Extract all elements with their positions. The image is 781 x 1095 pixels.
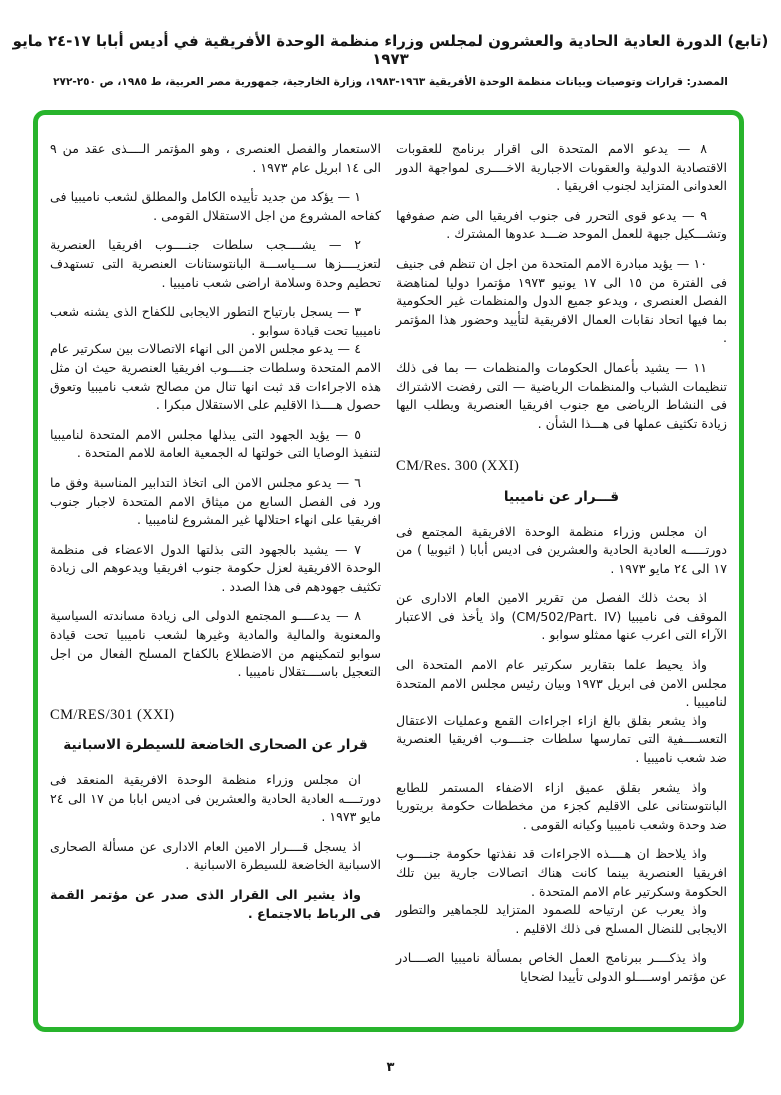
paragraph: الاستعمار والفصل العنصرى ، وهو المؤتمر الــــذى عقد من ٩ الى ١٤ ابريل عام ١٩٧٣ .	[50, 141, 381, 175]
session-title: (تابع) الدورة العادية الحادية والعشرون لمجلس وزراء منظمة الوحدة الأفريقية في أديس أبابا ١٧-٢٤ مايو ١٩٧٣	[12, 32, 769, 68]
paragraph: واذ يشعر بقلق عميق ازاء الاضفاء المستمر للطابع البانتوستانى على الاقليم كجزء من مخططات حكومة بريتوريا ضد وحدة وشعب ناميبيا وكيانه القومى .	[396, 779, 727, 832]
paragraph: واذ يشعر بقلق بالغ ازاء اجراءات القمع وعمليات الاعتقال التعســــفية التى تمارسها سلطات جنــــوب افريقيا العنصرية ضد شعب ناميبيا .	[396, 712, 727, 766]
page-header	[0, 32, 781, 88]
paragraph: ٧ — يشيد بالجهود التى بذلتها الدول الاعضاء فى منظمة الوحدة الافريقية لعزل حكومة جنوب افريقيا ويدعوهم الى زيادة تكثيف جهودهم فى هذا الصدد .	[50, 541, 381, 594]
column-left	[50, 140, 381, 1015]
paragraph: واذ يعرب عن ارتياحه للصمود المتزايد للجماهير والتطور الايجابى للنضال المسلح فى ذلك الاقليم .	[396, 902, 727, 936]
paragraph: ٥ — يؤيد الجهود التى يبذلها مجلس الامم المتحدة لناميبيا لتنفيذ الوصايا التى خولتها له الجمعية العامة للامم المتحدة .	[50, 426, 381, 461]
paragraph: ان مجلس وزراء منظمة الوحدة الافريقية المنعقد فى دورتــــه العادية الحادية والعشرين فى اديس ابابا من ١٧ الى ٢٤ مايو ١٩٧٣ .	[50, 772, 381, 825]
paragraph: واذ يحيط علما بتقارير سكرتير عام الامم المتحدة الى مجلس الامن فى ابريل ١٩٧٣ وبيان رئيس مجلس الامم المتحدة لناميبيا .	[396, 657, 727, 710]
paragraph: ١٠ — يؤيد مبادرة الامم المتحدة من اجل ان تنظم فى جنيف فى الفترة من ١٥ الى ١٧ يونيو ١٩٧٣ مؤتمرا دوليا لمناهضة الفصل العنصرى ، ويدعو جميع الدول والمنظمات غير الحكومية بما فيها اتحاد نقابات العمال الافريقية لتأييد وحضور هذا المؤتمر .	[396, 255, 727, 346]
paragraph: ٨ — يدعو الامم المتحدة الى اقرار برنامج للعقوبات الاقتصادية الدولية والعقوبات الاجبارية الاخــــرى لمواجهة الدور العدوانى المتزايد لجنوب افريقيا .	[396, 141, 727, 194]
paragraph: ٢ — يشــــجب سلطات جنــــوب افريقيا العنصرية لتعزيــــزها ســـياســـة البانتوستانات العنصرية التى تستهدف تحطيم وحدة وسلامة اراضى شعب ناميبيا .	[50, 237, 381, 290]
resolution-ref: CM/Res. 300 (XXI)	[396, 458, 520, 475]
column-right	[396, 140, 727, 1015]
paragraph: ان مجلس وزراء منظمة الوحدة الافريقية المجتمع فى دورتـــــه العادية الحادية والعشرين فى اديس أبابا ( اثيوبيا ) من ١٧ الى ٢٤ مايو ١٩٧٣ .	[396, 523, 727, 576]
paragraph: ٣ — يسجل بارتياح التطور الايجابى للكفاح الذى يشنه شعب ناميبيا تحت قيادة سوابو .	[50, 304, 381, 338]
paragraph: ١ — يؤكد من جديد تأييده الكامل والمطلق لشعب ناميبيا فى كفاحه المشروع من اجل الاستقلال القومى .	[50, 189, 381, 223]
paragraph: اذ بحث ذلك الفصل من تقرير الامين العام الادارى عن الموقف فى ناميبيا (CM/502/Part. IV) واذ يأخذ فى الاعتبار الآراء التى اعرب عنها ممثلو سوابو .	[396, 590, 727, 643]
content-frame	[33, 110, 744, 1032]
paragraph: اذ يسجل قــــرار الامين العام الادارى عن مسألة الصحارى الاسبانية الخاضعة للسيطرة الاسبانية .	[50, 838, 381, 873]
paragraph: ١١ — يشيد بأعمال الحكومات والمنظمات — بما فى ذلك تنظيمات الشباب والمنظمات الرياضية — التى رفضت الاشتراك فى النشاط الرياضى مع جنوب افريقيا العنصرية ويطلب اليها زيادة تكثيف عملها فى هـــذا الشأن .	[396, 359, 727, 431]
page-number: ٣	[386, 1060, 395, 1075]
paragraph: ٦ — يدعو مجلس الامن الى اتخاذ التدابير المناسبة وفق ما ورد فى الفصل السابع من ميثاق الامم المتحدة لاجبار جنوب افريقيا على انهاء احتلالها غير المشروع لناميبيا .	[50, 474, 381, 528]
resolution-heading: قـــرار عن ناميبيا	[503, 488, 620, 505]
source-line: المصدر: قرارات وتوصيات وبيانات منظمة الوحدة الأفريقية ١٩٦٣-١٩٨٣، وزارة الخارجية، جمهورية مصر العربية، ط ١٩٨٥، ص ٢٥٠-٢٧٢	[53, 76, 728, 88]
paragraph: ٨ — يدعــــو المجتمع الدولى الى زيادة مساندته السياسية والمعنوية والمالية والمادية وغيرها لشعب ناميبيا تحت قيادة سوابو لتمكينهم من الاضطلاع بالكفاح المسلح الفعال من اجل التعجيل باســــتقلال ناميبيا .	[50, 608, 381, 680]
paragraph: واذ يذكــــر ببرنامج العمل الخاص بمسألة ناميبيا الصــــادر عن مؤتمر اوســــلو الدولى تأييدا لضحايا	[396, 950, 727, 984]
paragraph: واذ يشير الى القرار الذى صدر عن مؤتمر القمة فى الرباط بالاجتماع .	[50, 887, 381, 921]
two-column-layout	[50, 140, 727, 1015]
paragraph: واذ يلاحظ ان هــــذه الاجراءات قد نفذتها حكومة جنــــوب افريقيا العنصرية بينما كانت هناك اتصالات جارية بين تلك الحكومة وسكرتير عام الامم المتحدة .	[396, 846, 727, 899]
resolution-heading: قرار عن الصحارى الخاضعة للسيطرة الاسبانية	[63, 737, 368, 754]
paragraph: ٩ — يدعو قوى التحرر فى جنوب افريقيا الى ضم صفوفها وتشـــكيل جبهة للعمل الموحد ضـــد عدوها المشترك .	[396, 207, 727, 242]
resolution-ref: CM/RES/301 (XXI)	[50, 706, 175, 723]
paragraph: ٤ — يدعو مجلس الامن الى انهاء الاتصالات بين سكرتير عام الامم المتحدة وسلطات جنــــوب افريقيا العنصرية حيث ان مثل هذه الاجراءات قد ثبت انها تنال من مصالح شعب ناميبيا وتعوق حصول هــــذا الاقليم على الاستقلال مبكرا .	[50, 341, 381, 413]
